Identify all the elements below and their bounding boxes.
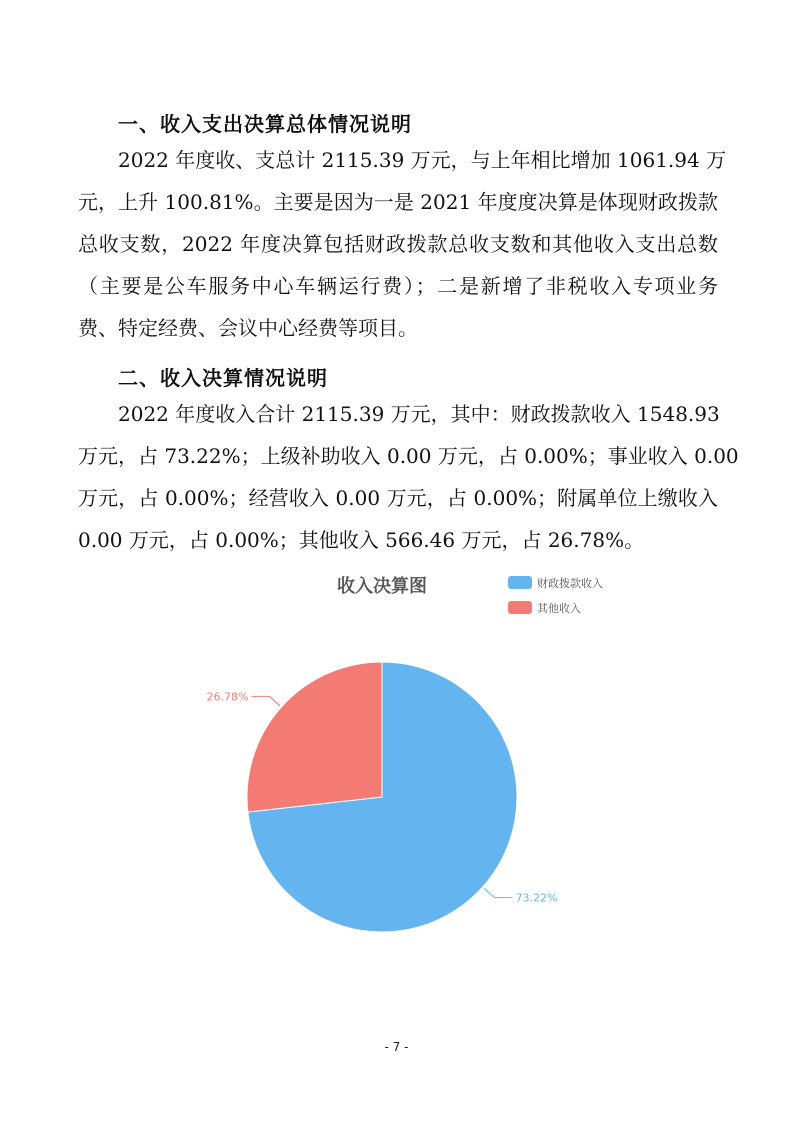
data-label: 73.22% xyxy=(515,891,558,905)
paragraph-line: 2022 年度收入合计 2115.39 万元，其中：财政拨款收入 1548.93 xyxy=(118,402,720,426)
paragraph-line: 万元，占 0.00%；经营收入 0.00 万元，占 0.00%；附属单位上缴收入 xyxy=(78,486,718,510)
section2-heading: 二、收入决算情况说明 xyxy=(118,366,328,390)
legend-swatch xyxy=(508,601,532,614)
income-pie-chart xyxy=(0,560,793,960)
paragraph-line: 费、特定经费、会议中心经费等项目。 xyxy=(78,316,418,340)
data-label: 26.78% xyxy=(206,690,249,704)
chart-title: 收入决算图 xyxy=(337,576,427,597)
legend-label: 财政拨款收入 xyxy=(537,577,603,590)
pie-slice xyxy=(247,662,382,812)
label-leader-line xyxy=(251,696,279,705)
section1-heading: 一、收入支出决算总体情况说明 xyxy=(118,112,412,136)
paragraph-line: （主要是公车服务中心车辆运行费）；二是新增了非税收入专项业务 xyxy=(78,274,718,298)
paragraph-line: 元，上升 100.81%。主要是因为一是 2021 年度度决算是体现财政拨款 xyxy=(78,190,718,214)
legend-swatch xyxy=(508,576,532,589)
paragraph-line: 0.00 万元，占 0.00%；其他收入 566.46 万元，占 26.78%。 xyxy=(78,528,645,552)
page-number: - 7 - xyxy=(384,1040,409,1054)
label-leader-line xyxy=(484,888,512,897)
paragraph-line: 万元，占 73.22%；上级补助收入 0.00 万元，占 0.00%；事业收入 0.00 xyxy=(78,444,739,468)
legend-label: 其他收入 xyxy=(537,602,581,615)
paragraph-line: 2022 年度收、支总计 2115.39 万元，与上年相比增加 1061.94 万 xyxy=(118,148,727,172)
paragraph-line: 总收支数，2022 年度决算包括财政拨款总收支数和其他收入支出总数 xyxy=(78,232,718,256)
